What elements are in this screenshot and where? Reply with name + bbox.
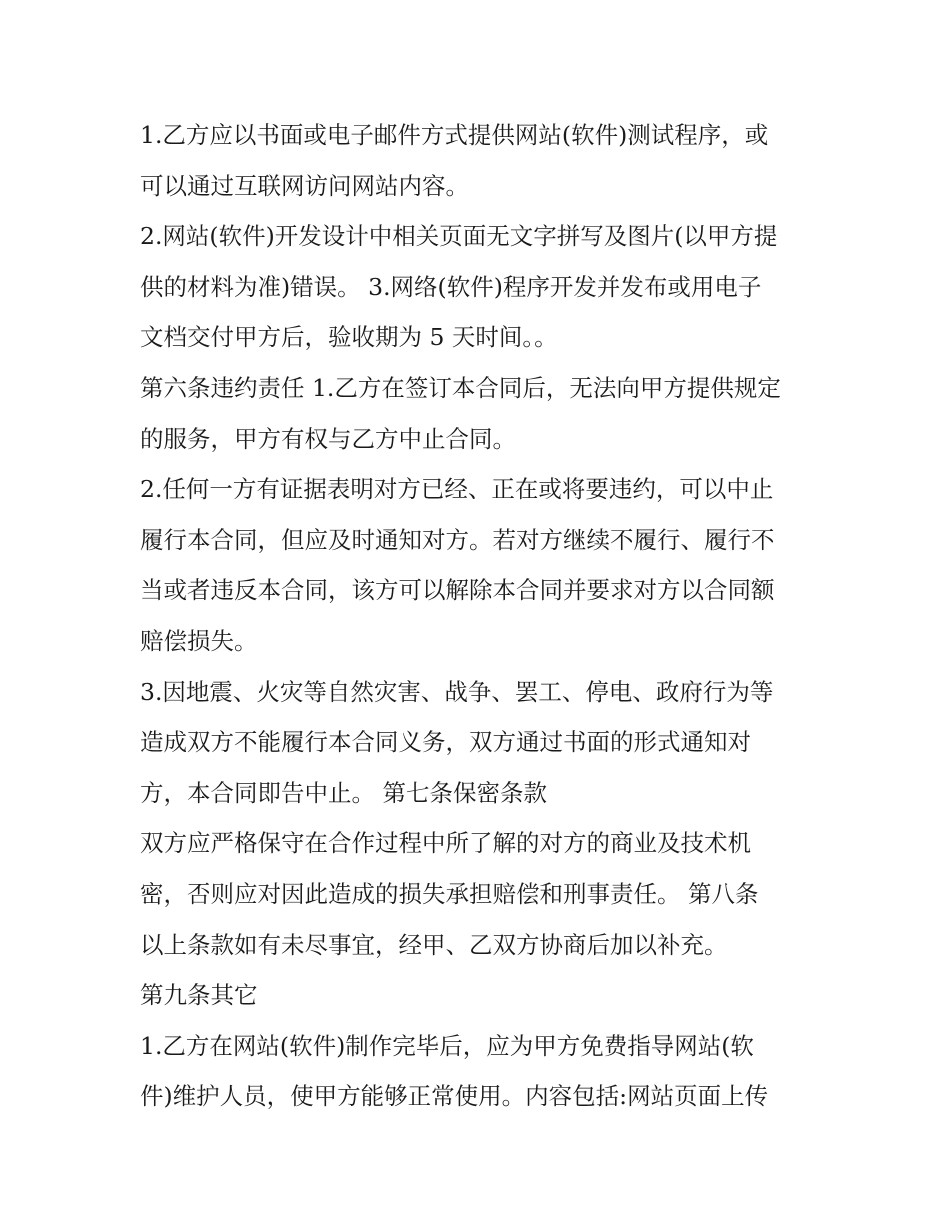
contract-text (140, 110, 830, 1122)
text-line: 密，否则应对因此造成的损失承担赔偿和刑事责任。 第八条 (140, 879, 759, 908)
text-line: 第六条违约责任 1.乙方在签订本合同后，无法向甲方提供规定 (140, 373, 781, 402)
text-line: 供的材料为准)错误。 3.网络(软件)程序开发并发布或用电子 (140, 272, 762, 301)
text-line: 1.乙方应以书面或电子邮件方式提供网站(软件)测试程序，或 (140, 121, 769, 149)
text-line: 3.因地震、火灾等自然灾害、战争、罢工、停电、政府行为等 (140, 677, 774, 706)
text-line: 以上条款如有未尽事宜，经甲、乙双方协商后加以补充。 (140, 930, 728, 959)
text-line: 可以通过互联网访问网站内容。 (140, 171, 469, 200)
text-line: 方，本合同即告中止。 第七条保密条款 (140, 778, 547, 807)
text-line: 赔偿损失。 (140, 626, 258, 655)
text-line: 的服务，甲方有权与乙方中止合同。 (140, 424, 516, 453)
text-line: 造成双方不能履行本合同义务，双方通过书面的形式通知对 (140, 728, 751, 757)
text-line: 文档交付甲方后，验收期为 5 天时间。。 (140, 323, 558, 352)
text-line: 件)维护人员，使甲方能够正常使用。内容包括:网站页面上传 (140, 1082, 769, 1111)
text-line: 1.乙方在网站(软件)制作完毕后，应为甲方免费指导网站(软 (140, 1031, 754, 1060)
text-line: 第九条其它 (140, 981, 258, 1010)
text-line: 双方应严格保守在合作过程中所了解的对方的商业及技术机 (140, 829, 751, 858)
text-line: 2.网站(软件)开发设计中相关页面无文字拼写及图片(以甲方提 (140, 222, 778, 251)
text-line: 履行本合同，但应及时通知对方。若对方继续不履行、履行不 (140, 525, 775, 554)
text-line: 当或者违反本合同，该方可以解除本合同并要求对方以合同额 (140, 576, 775, 605)
text-line: 2.任何一方有证据表明对方已经、正在或将要违约，可以中止 (140, 475, 774, 504)
